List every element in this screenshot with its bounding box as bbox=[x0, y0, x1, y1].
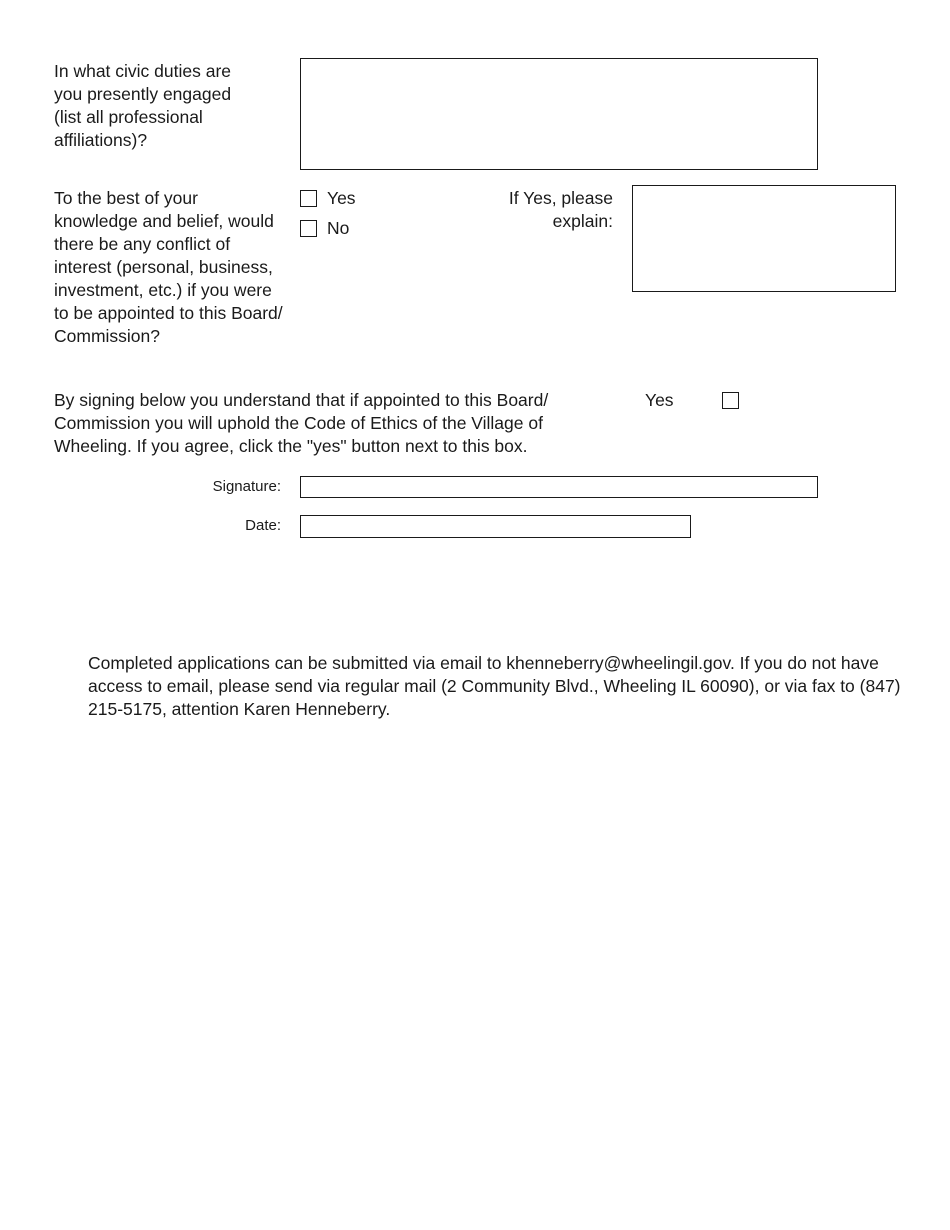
conflict-yes-checkbox[interactable] bbox=[300, 190, 317, 207]
date-input[interactable] bbox=[300, 515, 691, 538]
conflict-explain-input[interactable] bbox=[632, 185, 896, 292]
conflict-no-label: No bbox=[327, 218, 350, 238]
ethics-yes-checkbox[interactable] bbox=[722, 392, 739, 409]
explain-label-line2: explain: bbox=[552, 211, 613, 231]
ethics-yes-label: Yes bbox=[645, 390, 674, 410]
explain-label bbox=[470, 187, 613, 233]
signature-input[interactable] bbox=[300, 476, 818, 498]
conflict-yes-label: Yes bbox=[327, 188, 356, 208]
date-label: Date: bbox=[245, 517, 281, 534]
explain-label-line1: If Yes, please bbox=[508, 188, 613, 208]
conflict-no-checkbox[interactable] bbox=[300, 220, 317, 237]
submission-instructions: Completed applications can be submitted via email to khenneberry@wheelingil.gov. If you do not have access to email, please send via regular mail (2 Community Blvd., Wheeling IL 60090), or via fax to (847) 215-5175, attention Karen Henneberry. bbox=[88, 653, 901, 719]
ethics-statement: By signing below you understand that if appointed to this Board/ Commission you will uphold the Code of Ethics of the Village of Wheeling. If you agree, click the "yes" button next to this box. bbox=[54, 390, 549, 456]
civic-duties-question: In what civic duties are you presently engaged (list all professional affiliations)? bbox=[54, 61, 232, 150]
civic-duties-input[interactable] bbox=[300, 58, 818, 170]
signature-label: Signature: bbox=[212, 478, 281, 495]
conflict-question: To the best of your knowledge and belief, would there be any conflict of interest (personal, business, investment, etc.) if you were to be appointed to this Board/ Commission? bbox=[54, 188, 283, 346]
